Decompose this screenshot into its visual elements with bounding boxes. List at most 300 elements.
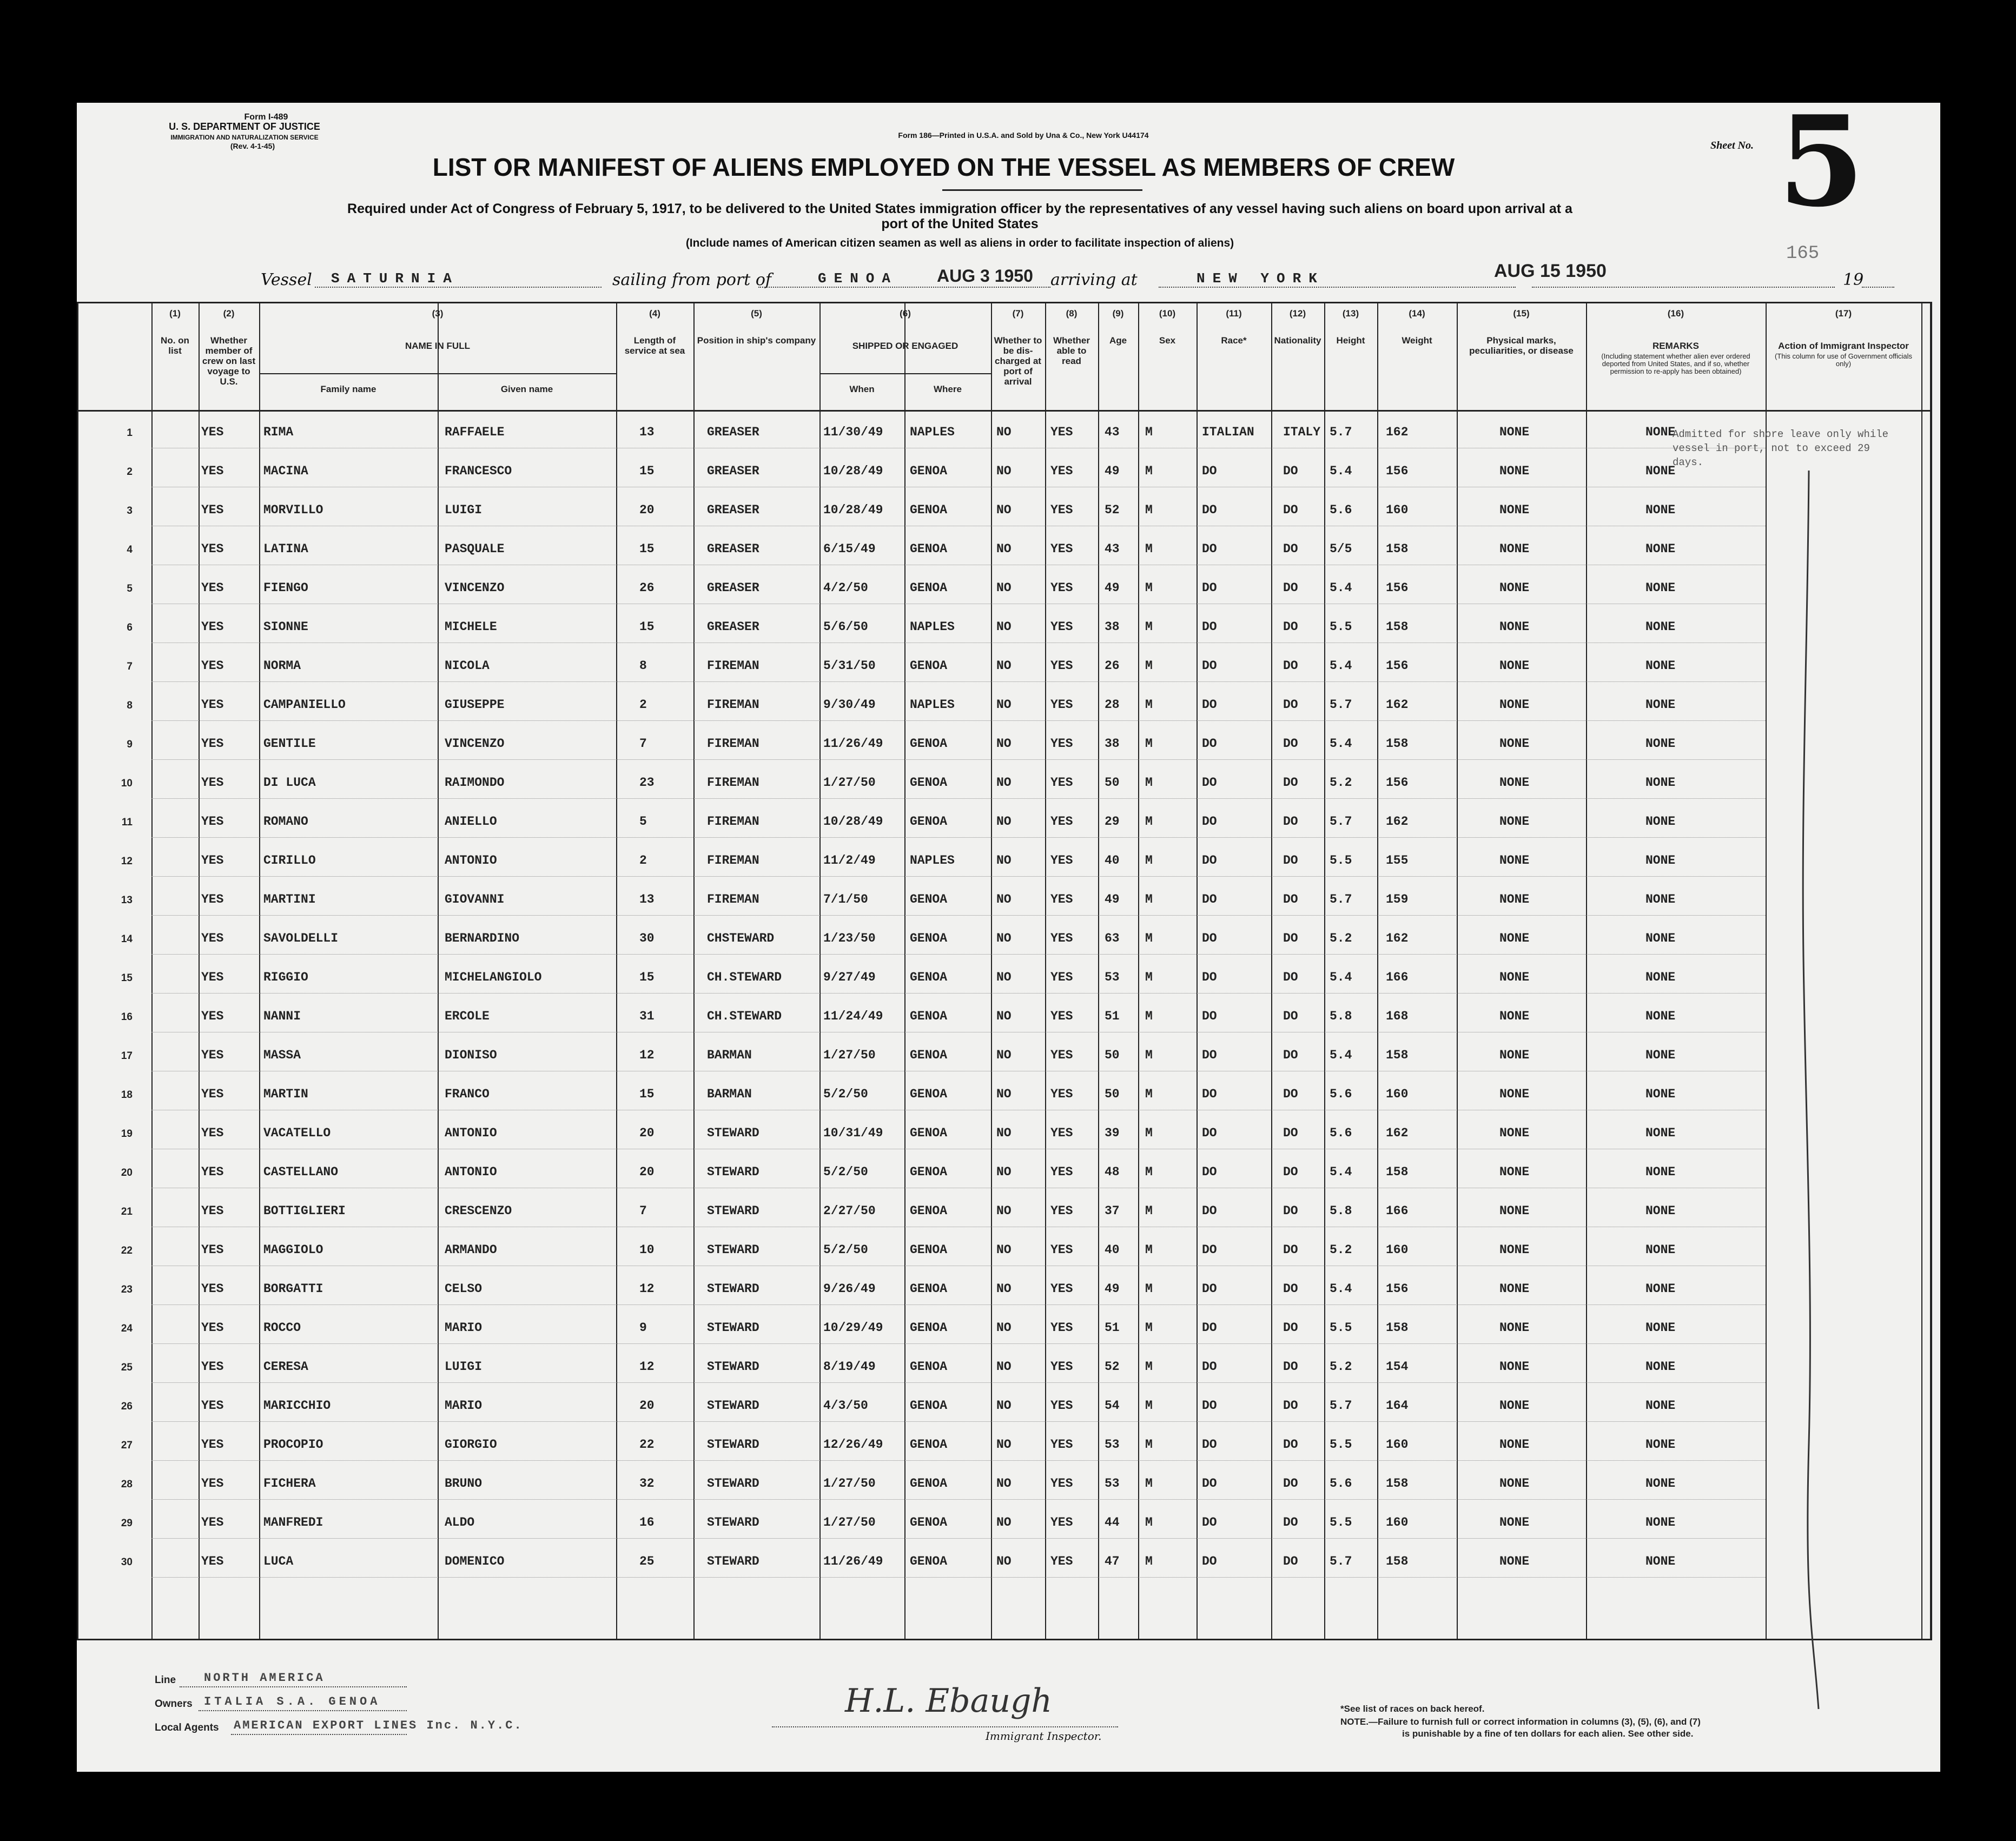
table-rule: [151, 1460, 1766, 1461]
table-cell-service: 5: [639, 814, 647, 829]
table-cell-position: STEWARD: [707, 1165, 759, 1179]
table-cell-given: LUIGI: [445, 503, 482, 517]
table-cell-marks: NONE: [1499, 1554, 1530, 1568]
table-cell-service: 23: [639, 776, 655, 790]
table-cell-service: 15: [639, 620, 655, 634]
table-cell-remarks: NONE: [1645, 931, 1676, 945]
row-number: 20: [121, 1167, 133, 1178]
stamp-number: 165: [1786, 243, 1820, 264]
table-cell-when: 1/27/50: [823, 1476, 876, 1491]
table-cell-height: 5.4: [1330, 737, 1352, 751]
table-cell-prev: YES: [201, 1243, 224, 1257]
table-cell-height: 5.7: [1330, 1399, 1352, 1413]
table-cell-prev: YES: [201, 659, 224, 673]
table-cell-age: 50: [1105, 1048, 1120, 1062]
column-header: Whether able to read: [1053, 335, 1090, 366]
revision-label: (Rev. 4-1-45): [230, 142, 275, 150]
line-label: Line: [155, 1674, 176, 1686]
row-number: 21: [121, 1206, 133, 1217]
table-cell-remarks: NONE: [1645, 892, 1676, 906]
table-cell-remarks: NONE: [1645, 1126, 1676, 1140]
table-cell-when: 11/30/49: [823, 425, 883, 439]
column-header: Nationality: [1274, 335, 1321, 346]
table-cell-disch: NO: [996, 1048, 1012, 1062]
table-cell-read: YES: [1050, 542, 1073, 556]
table-cell-disch: NO: [996, 737, 1012, 751]
table-cell-height: 5.5: [1330, 1321, 1352, 1335]
table-rule: [1930, 302, 1932, 1639]
table-cell-disch: NO: [996, 620, 1012, 634]
table-cell-disch: NO: [996, 776, 1012, 790]
row-number: 9: [127, 739, 133, 750]
table-cell-read: YES: [1050, 1282, 1073, 1296]
table-rule: [77, 302, 78, 1639]
table-cell-height: 5.5: [1330, 853, 1352, 867]
table-cell-family: BOTTIGLIERI: [263, 1204, 346, 1218]
table-cell-prev: YES: [201, 698, 224, 712]
table-cell-family: FIENGO: [263, 581, 308, 595]
table-cell-service: 2: [639, 698, 647, 712]
table-cell-remarks: NONE: [1645, 659, 1676, 673]
table-cell-remarks: NONE: [1645, 1554, 1676, 1568]
table-cell-family: MAGGIOLO: [263, 1243, 323, 1257]
table-cell-prev: YES: [201, 1476, 224, 1491]
table-cell-height: 5.6: [1330, 503, 1352, 517]
column-header: Action of Immigrant Inspector: [1778, 341, 1909, 351]
table-cell-weight: 156: [1386, 776, 1409, 790]
table-cell-family: CERESA: [263, 1360, 308, 1374]
table-cell-when: 11/26/49: [823, 737, 883, 751]
table-cell-weight: 160: [1386, 1438, 1409, 1452]
column-header: Height: [1336, 335, 1365, 346]
table-cell-nat: DO: [1283, 737, 1298, 751]
table-cell-marks: NONE: [1499, 542, 1530, 556]
table-cell-where: GENOA: [910, 464, 948, 478]
table-cell-sex: M: [1145, 1476, 1153, 1491]
table-cell-given: LUIGI: [445, 1360, 482, 1374]
table-cell-age: 49: [1105, 464, 1120, 478]
table-cell-race: DO: [1202, 503, 1217, 517]
column-header: Physical marks, peculiarities, or disease: [1469, 335, 1574, 356]
table-rule: [1921, 302, 1922, 1639]
table-cell-family: MARTINI: [263, 892, 316, 906]
column-header: Race*: [1221, 335, 1247, 346]
row-number: 29: [121, 1518, 133, 1529]
column-number: (12): [1289, 308, 1306, 319]
table-rule: [151, 954, 1766, 955]
table-cell-race: DO: [1202, 1476, 1217, 1491]
table-cell-weight: 168: [1386, 1009, 1409, 1023]
line-value: NORTH AMERICA: [204, 1671, 325, 1685]
table-cell-weight: 162: [1386, 1126, 1409, 1140]
table-cell-marks: NONE: [1499, 1360, 1530, 1374]
table-cell-age: 49: [1105, 581, 1120, 595]
table-cell-family: SAVOLDELLI: [263, 931, 339, 945]
column-header: No. on list: [161, 335, 189, 356]
table-cell-prev: YES: [201, 1438, 224, 1452]
table-cell-remarks: NONE: [1645, 1282, 1676, 1296]
table-cell-race: DO: [1202, 464, 1217, 478]
table-cell-position: GREASER: [707, 620, 759, 634]
table-cell-disch: NO: [996, 1476, 1012, 1491]
table-cell-where: GENOA: [910, 1321, 948, 1335]
table-cell-read: YES: [1050, 1009, 1073, 1023]
table-cell-position: GREASER: [707, 503, 759, 517]
table-cell-service: 20: [639, 503, 655, 517]
table-cell-when: 5/2/50: [823, 1165, 868, 1179]
table-cell-service: 31: [639, 1009, 655, 1023]
table-cell-remarks: NONE: [1645, 1476, 1676, 1491]
table-cell-sex: M: [1145, 425, 1153, 439]
table-cell-position: STEWARD: [707, 1515, 759, 1529]
row-number: 2: [127, 466, 133, 478]
table-cell-disch: NO: [996, 659, 1012, 673]
table-cell-remarks: NONE: [1645, 464, 1676, 478]
table-cell-sex: M: [1145, 464, 1153, 478]
table-cell-family: CAMPANIELLO: [263, 698, 346, 712]
row-number: 12: [121, 856, 133, 867]
table-cell-remarks: NONE: [1645, 1048, 1676, 1062]
table-cell-marks: NONE: [1499, 970, 1530, 984]
table-cell-disch: NO: [996, 970, 1012, 984]
table-cell-weight: 155: [1386, 853, 1409, 867]
table-cell-when: 1/27/50: [823, 1048, 876, 1062]
table-cell-prev: YES: [201, 970, 224, 984]
table-cell-remarks: NONE: [1645, 503, 1676, 517]
table-cell-race: DO: [1202, 1009, 1217, 1023]
row-number: 5: [127, 583, 133, 594]
table-cell-position: GREASER: [707, 581, 759, 595]
table-cell-prev: YES: [201, 1204, 224, 1218]
table-cell-weight: 156: [1386, 464, 1409, 478]
column-subheader: When: [849, 384, 875, 394]
table-cell-service: 8: [639, 659, 647, 673]
table-cell-prev: YES: [201, 737, 224, 751]
row-number: 25: [121, 1362, 133, 1373]
sailing-date-stamp: AUG 3 1950: [937, 266, 1033, 286]
column-subheader: Given name: [500, 384, 553, 394]
table-cell-read: YES: [1050, 1399, 1073, 1413]
table-cell-prev: YES: [201, 931, 224, 945]
table-cell-where: GENOA: [910, 776, 948, 790]
table-cell-race: DO: [1202, 892, 1217, 906]
department-label: U. S. DEPARTMENT OF JUSTICE: [169, 121, 320, 132]
inspector-caption: Immigrant Inspector.: [986, 1730, 1102, 1743]
table-cell-service: 15: [639, 464, 655, 478]
table-cell-age: 28: [1105, 698, 1120, 712]
table-cell-where: GENOA: [910, 1438, 948, 1452]
table-cell-given: VINCENZO: [445, 737, 505, 751]
column-header: Length of service at sea: [624, 335, 685, 356]
table-cell-age: 29: [1105, 814, 1120, 829]
column-number: (15): [1513, 308, 1530, 319]
table-cell-remarks: NONE: [1645, 970, 1676, 984]
table-cell-sex: M: [1145, 1087, 1153, 1101]
table-cell-sex: M: [1145, 1204, 1153, 1218]
column-number: (5): [751, 308, 762, 319]
table-cell-weight: 158: [1386, 737, 1409, 751]
table-cell-service: 10: [639, 1243, 655, 1257]
table-cell-service: 22: [639, 1438, 655, 1452]
table-cell-where: GENOA: [910, 1009, 948, 1023]
table-cell-position: CH.STEWARD: [707, 1009, 782, 1023]
table-cell-service: 16: [639, 1515, 655, 1529]
table-cell-service: 12: [639, 1360, 655, 1374]
column-header: SHIPPED OR ENGAGED: [852, 341, 959, 351]
row-number: 22: [121, 1245, 133, 1256]
table-cell-given: ALDO: [445, 1515, 475, 1529]
table-cell-height: 5.2: [1330, 1243, 1352, 1257]
table-cell-nat: DO: [1283, 503, 1298, 517]
row-number: 14: [121, 933, 133, 945]
table-cell-age: 48: [1105, 1165, 1120, 1179]
inspector-pen-line: [1797, 471, 1829, 1714]
table-cell-height: 5.4: [1330, 464, 1352, 478]
table-cell-when: 2/27/50: [823, 1204, 876, 1218]
table-cell-race: DO: [1202, 1087, 1217, 1101]
table-cell-remarks: NONE: [1645, 1243, 1676, 1257]
table-cell-prev: YES: [201, 1087, 224, 1101]
table-cell-given: GIUSEPPE: [445, 698, 505, 712]
row-number: 27: [121, 1440, 133, 1451]
table-cell-service: 9: [639, 1321, 647, 1335]
table-cell-family: MASSA: [263, 1048, 301, 1062]
table-cell-disch: NO: [996, 1515, 1012, 1529]
row-number: 16: [121, 1011, 133, 1023]
table-cell-family: MANFREDI: [263, 1515, 323, 1529]
table-cell-when: 5/2/50: [823, 1087, 868, 1101]
table-cell-when: 10/28/49: [823, 464, 883, 478]
table-cell-weight: 164: [1386, 1399, 1409, 1413]
table-cell-sex: M: [1145, 1554, 1153, 1568]
table-cell-marks: NONE: [1499, 1048, 1530, 1062]
table-cell-marks: NONE: [1499, 1165, 1530, 1179]
table-cell-weight: 162: [1386, 425, 1409, 439]
table-cell-given: CRESCENZO: [445, 1204, 512, 1218]
table-cell-family: RIMA: [263, 425, 294, 439]
table-cell-sex: M: [1145, 620, 1153, 634]
table-cell-service: 7: [639, 737, 647, 751]
table-cell-height: 5.4: [1330, 581, 1352, 595]
table-cell-when: 12/26/49: [823, 1438, 883, 1452]
table-rule: [151, 876, 1766, 877]
table-cell-height: 5.8: [1330, 1009, 1352, 1023]
table-cell-when: 11/26/49: [823, 1554, 883, 1568]
table-cell-when: 4/3/50: [823, 1399, 868, 1413]
page-title: LIST OR MANIFEST OF ALIENS EMPLOYED ON THE VESSEL AS MEMBERS OF CREW: [432, 153, 1455, 181]
table-cell-race: DO: [1202, 970, 1217, 984]
column-number: (9): [1112, 308, 1124, 319]
table-cell-nat: DO: [1283, 1126, 1298, 1140]
table-rule: [151, 1538, 1766, 1539]
table-cell-race: DO: [1202, 931, 1217, 945]
table-cell-age: 53: [1105, 1476, 1120, 1491]
table-cell-prev: YES: [201, 581, 224, 595]
table-cell-race: ITALIAN: [1202, 425, 1254, 439]
table-cell-service: 12: [639, 1282, 655, 1296]
table-cell-service: 13: [639, 892, 655, 906]
table-cell-given: BRUNO: [445, 1476, 482, 1491]
table-cell-service: 20: [639, 1126, 655, 1140]
table-cell-position: FIREMAN: [707, 776, 759, 790]
table-rule: [151, 1382, 1766, 1383]
table-cell-where: GENOA: [910, 737, 948, 751]
vessel-name: SATURNIA: [331, 270, 459, 287]
table-cell-prev: YES: [201, 1399, 224, 1413]
table-cell-nat: DO: [1283, 892, 1298, 906]
table-cell-position: STEWARD: [707, 1438, 759, 1452]
table-cell-disch: NO: [996, 1243, 1012, 1257]
table-cell-age: 54: [1105, 1399, 1120, 1413]
table-cell-age: 51: [1105, 1009, 1120, 1023]
owners-label: Owners: [155, 1698, 193, 1710]
table-cell-where: GENOA: [910, 1204, 948, 1218]
table-cell-when: 4/2/50: [823, 581, 868, 595]
table-cell-age: 53: [1105, 970, 1120, 984]
table-cell-prev: YES: [201, 1554, 224, 1568]
table-cell-prev: YES: [201, 1321, 224, 1335]
agents-label: Local Agents: [155, 1722, 219, 1733]
table-rule: [438, 302, 439, 1639]
table-cell-nat: DO: [1283, 659, 1298, 673]
table-rule: [259, 302, 260, 1639]
table-cell-position: STEWARD: [707, 1476, 759, 1491]
table-cell-weight: 160: [1386, 1087, 1409, 1101]
table-cell-marks: NONE: [1499, 1476, 1530, 1491]
table-cell-where: GENOA: [910, 931, 948, 945]
column-subheader: Family name: [320, 384, 376, 394]
table-cell-read: YES: [1050, 1554, 1073, 1568]
table-cell-remarks: NONE: [1645, 1360, 1676, 1374]
table-cell-read: YES: [1050, 1438, 1073, 1452]
row-number: 7: [127, 661, 133, 672]
table-cell-family: MORVILLO: [263, 503, 323, 517]
table-cell-family: MACINA: [263, 464, 308, 478]
table-cell-given: CELSO: [445, 1282, 482, 1296]
table-cell-weight: 166: [1386, 1204, 1409, 1218]
table-cell-disch: NO: [996, 698, 1012, 712]
table-cell-race: DO: [1202, 737, 1217, 751]
table-cell-where: GENOA: [910, 503, 948, 517]
vessel-label: Vessel: [261, 270, 312, 289]
table-cell-weight: 158: [1386, 1476, 1409, 1491]
table-cell-remarks: NONE: [1645, 1165, 1676, 1179]
table-cell-remarks: NONE: [1645, 425, 1676, 439]
table-cell-given: MICHELANGIOLO: [445, 970, 542, 984]
arriving-label: arriving at: [1050, 270, 1138, 289]
row-number: 15: [121, 972, 133, 984]
table-rule: [151, 1499, 1766, 1500]
table-cell-given: NICOLA: [445, 659, 490, 673]
table-cell-height: 5.7: [1330, 1554, 1352, 1568]
table-cell-race: DO: [1202, 853, 1217, 867]
table-cell-disch: NO: [996, 814, 1012, 829]
table-cell-given: MICHELE: [445, 620, 497, 634]
table-cell-disch: NO: [996, 1399, 1012, 1413]
sheet-number: 5: [1778, 89, 1865, 235]
table-cell-given: ANTONIO: [445, 853, 497, 867]
table-cell-marks: NONE: [1499, 659, 1530, 673]
agents-rule: [231, 1734, 407, 1735]
table-cell-family: CASTELLANO: [263, 1165, 339, 1179]
table-cell-age: 39: [1105, 1126, 1120, 1140]
table-cell-age: 53: [1105, 1438, 1120, 1452]
table-cell-nat: DO: [1283, 1243, 1298, 1257]
table-cell-nat: DO: [1283, 814, 1298, 829]
table-cell-given: FRANCESCO: [445, 464, 512, 478]
table-cell-sex: M: [1145, 737, 1153, 751]
table-cell-when: 1/27/50: [823, 776, 876, 790]
table-cell-given: RAFFAELE: [445, 425, 505, 439]
table-cell-when: 11/24/49: [823, 1009, 883, 1023]
table-cell-given: GIOVANNI: [445, 892, 505, 906]
table-rule: [151, 759, 1766, 760]
table-cell-when: 10/28/49: [823, 503, 883, 517]
table-cell-weight: 158: [1386, 1165, 1409, 1179]
row-number: 10: [121, 778, 133, 789]
row-number: 30: [121, 1557, 133, 1568]
table-cell-marks: NONE: [1499, 620, 1530, 634]
table-cell-read: YES: [1050, 620, 1073, 634]
row-number: 8: [127, 700, 133, 711]
table-cell-disch: NO: [996, 1554, 1012, 1568]
table-cell-nat: DO: [1283, 1009, 1298, 1023]
row-number: 26: [121, 1401, 133, 1412]
column-header: Position in ship's company: [697, 335, 816, 346]
table-rule: [151, 302, 153, 1639]
table-cell-service: 15: [639, 970, 655, 984]
table-cell-read: YES: [1050, 698, 1073, 712]
table-cell-read: YES: [1050, 970, 1073, 984]
table-cell-race: DO: [1202, 1048, 1217, 1062]
races-note: *See list of races on back hereof.: [1340, 1704, 1485, 1714]
table-rule: [77, 302, 1932, 303]
table-rule: [77, 410, 1932, 412]
table-cell-where: NAPLES: [910, 425, 955, 439]
row-number: 19: [121, 1128, 133, 1140]
table-cell-disch: NO: [996, 542, 1012, 556]
table-cell-where: NAPLES: [910, 853, 955, 867]
table-cell-sex: M: [1145, 892, 1153, 906]
table-cell-race: DO: [1202, 1438, 1217, 1452]
table-rule: [819, 373, 991, 374]
table-cell-family: GENTILE: [263, 737, 316, 751]
table-cell-family: BORGATTI: [263, 1282, 323, 1296]
table-cell-remarks: NONE: [1645, 776, 1676, 790]
column-number: (10): [1159, 308, 1176, 319]
table-cell-disch: NO: [996, 464, 1012, 478]
table-rule: [77, 1639, 1932, 1640]
table-cell-height: 5.8: [1330, 1204, 1352, 1218]
table-cell-service: 20: [639, 1165, 655, 1179]
service-label: IMMIGRATION AND NATURALIZATION SERVICE: [170, 134, 319, 141]
table-cell-remarks: NONE: [1645, 542, 1676, 556]
table-cell-nat: DO: [1283, 620, 1298, 634]
table-cell-disch: NO: [996, 892, 1012, 906]
table-cell-sex: M: [1145, 698, 1153, 712]
table-cell-disch: NO: [996, 1321, 1012, 1335]
column-number: (17): [1835, 308, 1852, 319]
table-cell-marks: NONE: [1499, 931, 1530, 945]
table-cell-sex: M: [1145, 1438, 1153, 1452]
table-cell-nat: DO: [1283, 970, 1298, 984]
table-cell-height: 5.5: [1330, 1438, 1352, 1452]
arriving-port: NEW YORK: [1197, 270, 1325, 287]
table-cell-service: 15: [639, 1087, 655, 1101]
subtitle-include: (Include names of American citizen seamen as well as aliens in order to facilitate inspection of aliens): [685, 237, 1234, 249]
table-cell-height: 5.2: [1330, 931, 1352, 945]
table-rule: [151, 798, 1766, 799]
